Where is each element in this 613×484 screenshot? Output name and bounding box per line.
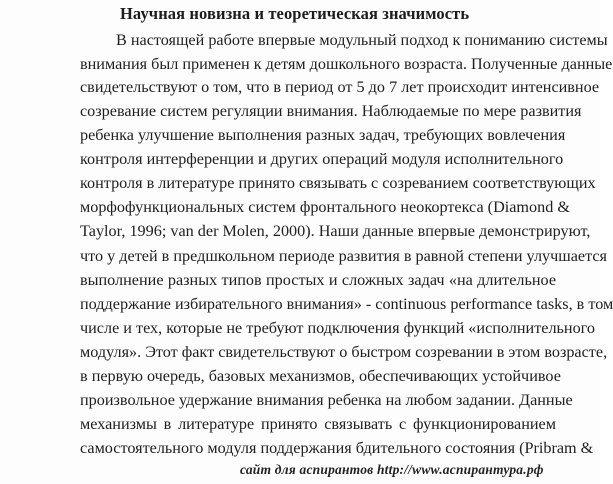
paragraph-line: ребенка улучшение выполнения разных задач, требующих вовлечения [80, 126, 566, 144]
paragraph-line: в первую очередь, базовых механизмов, обеспечивающих устойчивое [80, 367, 561, 385]
paragraph-line: числе и тех, которые не требуют подключения функций «исполнительного [80, 319, 596, 337]
paragraph-line: созревание систем регуляции внимания. Наблюдаемые по мере развития [80, 102, 582, 120]
paragraph-line: произвольное удержание внимания ребенка на любом задании. Данные [80, 391, 573, 409]
paragraph-line: контроля интерференции и других операций модуля исполнительного [80, 150, 564, 168]
paragraph-line: что у детей в предшкольном периоде развития в равной степени улучшается [80, 247, 607, 265]
paragraph-line: выполнение разных типов простых и сложных задач «на длительное [80, 271, 556, 289]
paragraph-line: самостоятельного модуля поддержания бдительного состояния (Pribram & [80, 439, 594, 457]
paragraph-line: контроля в литературе принято связывать с созреванием соответствующих [80, 174, 596, 192]
paragraph-line: свидетельствуют о том, что в период от 5 до 7 лет происходит интенсивное [80, 78, 600, 96]
paragraph-line: Taylor, 1996; van der Molen, 2000). Наши данные впервые демонстрируют, [80, 222, 591, 240]
paragraph-line: морфофункциональных систем фронтального неокортекса (Diamond & [80, 198, 570, 216]
paragraph-line: внимания был применен к детям дошкольного возраста. Полученные данные [80, 55, 613, 73]
watermark-footer: сайт для аспирантов http://www.аспирантура.рф [240, 462, 544, 477]
paragraph-line: модуля». Этот факт свидетельствуют о быстром созревании в этом возрасте, [80, 343, 608, 361]
paragraph-line: поддержание избирательного внимания» - continuous performance tasks, в том [80, 295, 613, 313]
paragraph-line: механизмы в литературе принято связывать с функционированием [80, 415, 556, 433]
section-heading: Научная новизна и теоретическая значимость [120, 4, 470, 23]
paragraph-line: В настоящей работе впервые модульный подход к пониманию системы [116, 31, 608, 49]
